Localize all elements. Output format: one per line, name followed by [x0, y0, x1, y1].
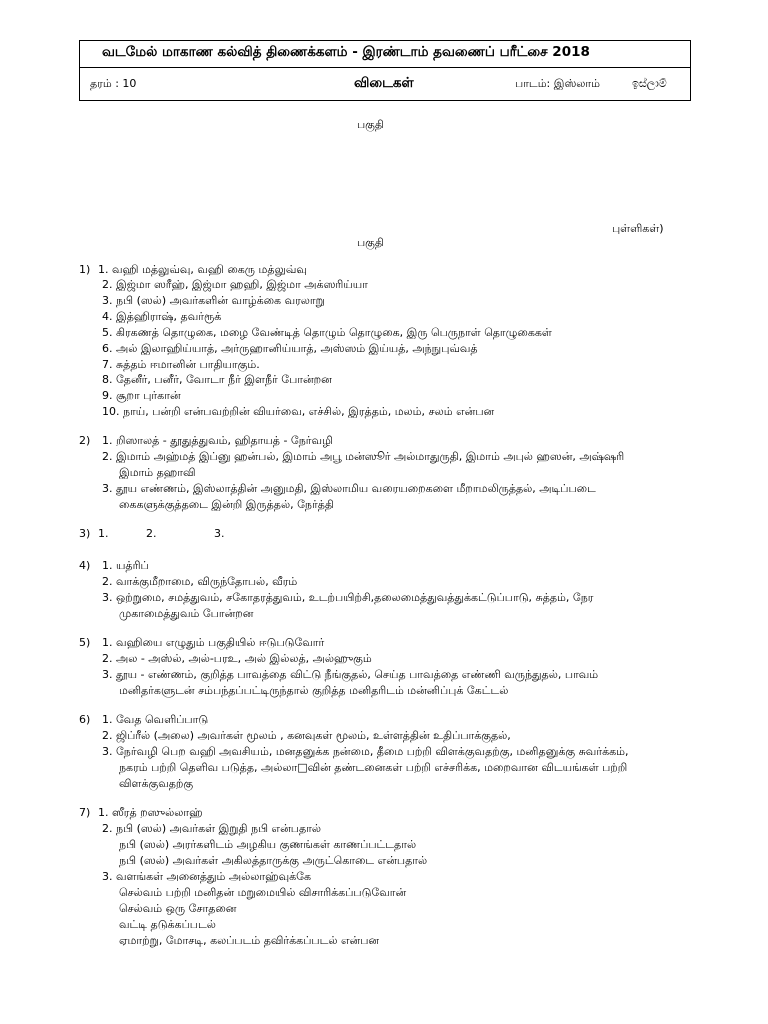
answer-4-3: 3. ஒற்றுமை, சமத்துவம், சகோதரத்துவம், உடற்பயிற்சி,தலைமைத்துவத்துக்கட்டுப்பாடு, சுத்தம், நேர	[102, 591, 594, 604]
answer-3-2: 2.	[146, 527, 157, 540]
answer-7-1: 1. ஸீரத் றஸுல்லாஹ்	[98, 806, 203, 819]
answer-6-3: 3. நேர்வழி பெற வஹி அவசியம், மனதனுக்க நன்மை, தீமை பற்றி விளக்குவதற்கு, மனிதனுக்கு சுவர்க்கம்,	[102, 745, 629, 758]
answer-4-2: 2. வாக்குமீறாமை, விருந்தோபல், வீரம்	[102, 575, 298, 588]
answer-1-5: 5. கிரகணத் தொழுகை, மழை வேண்டித் தொழும் தொழுகை, இரு பெருநாள் தொழுகைகள்	[102, 326, 552, 339]
answer-2-2: 2. இமாம் அஹ்மத் இப்னு ஹன்பல், இமாம் அபூ மன்ஸூர் அல்மாதுருதி, இமாம் அபுல் ஹஸன், அஷ்ஷரி	[102, 450, 625, 463]
answer-7-2-a: நபி (ஸல்) அரர்களிடம் அழகிய குணங்கள் காணப்பட்டதால்	[119, 838, 417, 851]
answer-6-1: 1. வேத வெளிப்பாடு	[102, 713, 209, 726]
answer-7-2: 2. நபி (ஸல்) அவர்கள் இறுதி நபி என்பதால்	[102, 822, 322, 835]
answer-2-1: 1. றிஸாலத் - தூதுத்துவம், ஹிதாயத் - நேர்வழி	[102, 434, 333, 447]
answer-1-6: 6. அல் இலாஹிய்யாத், அர்ருஹானிய்யாத், அஸ்ஸம் இய்யத், அந்நுபுவ்வத்	[102, 342, 478, 355]
question-number-4: 4)	[79, 559, 91, 572]
answer-2-3: 3. தூய எண்ணம், இஸ்லாத்தின் அனுமதி, இஸ்லாமிய வரையறைகளை மீறாமலிருத்தல், அடிப்படை	[102, 482, 596, 495]
answer-6-3-cont-1: நகரம் பற்றி தெளிவ படுத்த, அல்லா□வின் தண்டனைகள் பற்றி எச்சரிக்க, மறைவான விடயங்கள் பற்றி	[119, 761, 628, 774]
answer-2-2-cont: இமாம் தஹாவி	[119, 466, 196, 479]
question-number-5: 5)	[79, 636, 91, 649]
answer-6-3-cont-2: விளக்குவதற்கு	[119, 777, 194, 790]
answer-1-7: 7. சுத்தம் ஈமானின் பாதியாகும்.	[102, 358, 260, 371]
exam-title: வடமேல் மாகாண கல்வித் திணைக்களம் - இரண்டாம் தவணைப் பரீட்சை 2018	[102, 44, 590, 60]
answer-1-10: 10. நாய், பன்றி என்பவற்றின் வியர்வை, எச்சில், இரத்தம், மலம், சலம் என்பன	[102, 405, 495, 418]
answer-7-3-d: ஏமாற்று, மோசடி, கலப்படம் தவிர்க்கப்படல் என்பன	[119, 934, 380, 947]
answer-5-2: 2. அல - அஸ்ல், அல்-பரஉ, அல் இல்லத், அல்ஹுகும்	[102, 652, 372, 665]
answer-1-3: 3. நபி (ஸல்) அவர்களின் வாழ்க்கை வரலாறு	[102, 294, 325, 307]
answer-1-8: 8. தேனீர், பனீர், வோடா நீர் இளநீர் போன்றன	[102, 373, 332, 386]
subject-sinhala: ඉස්ලාම්	[632, 77, 667, 90]
grade-label: தரம் : 10	[90, 77, 137, 90]
answer-7-3-a: செல்வம் பற்றி மனிதன் மறுமையில் விசாரிக்கப்படுவோன்	[119, 886, 407, 899]
answer-7-3-c: வட்டி தடுக்கப்படல்	[119, 918, 216, 931]
question-number-1: 1)	[79, 263, 91, 276]
answer-4-3-cont: முகாமைத்துவம் போன்றன	[119, 607, 254, 620]
answer-1-2: 2. இஜ்மா ஸரீஹ், இஜ்மா ஹஹி, இஜ்மா அக்ஸரிய்யா	[102, 278, 368, 291]
answer-5-3-cont: மனிதர்களுடன் சம்பந்தப்பட்டிருந்தால் குறித்த மனிதரிடம் மன்னிப்புக் கேட்டல்	[119, 684, 509, 697]
answers-heading: விடைகள்	[354, 75, 414, 91]
question-number-2: 2)	[79, 434, 91, 447]
answer-1-1: 1. வஹி மத்லுவ்வு, வஹி கைரு மத்லுவ்வு	[98, 263, 307, 276]
answer-6-2: 2. ஜிப்ரீல் (அலை) அவர்கள் மூலம் , கனவுகள் மூலம், உள்ளத்தின் உதிப்பாக்குதல்,	[102, 729, 511, 742]
answer-7-3: 3. வளங்கள் அனைத்தும் அல்லாஹ்வுக்கே	[102, 870, 312, 883]
subject-label: பாடம்: இஸ்லாம்	[515, 77, 600, 90]
answer-7-2-b: நபி (ஸல்) அவர்கள் அகிலத்தாருக்கு அருட்கொடை என்பதால்	[119, 854, 428, 867]
answer-5-3: 3. தூய - எண்ணம், குறித்த பாவத்தை விட்டு நீங்குதல், செய்த பாவத்தை எண்ணி வருந்துதல், பாவம்	[102, 668, 599, 681]
answer-3-3: 3.	[214, 527, 225, 540]
question-number-7: 7)	[79, 806, 91, 819]
answer-7-3-b: செல்வம் ஒரு சோதனை	[119, 902, 237, 915]
answer-2-3-cont: கைகளுக்குத்தடை இன்றி இருத்தல், நேர்த்தி	[119, 498, 334, 511]
points-label: புள்ளிகள்)	[612, 222, 664, 235]
answer-3-1: 1.	[98, 527, 109, 540]
answer-1-9: 9. சூறா புர்கான்	[102, 389, 181, 402]
section-heading-2: பகுதி	[357, 236, 384, 249]
answer-1-4: 4. இத்ஹிராஷ், தவர்ரூக்	[102, 310, 222, 323]
question-number-6: 6)	[79, 713, 91, 726]
answer-4-1: 1. யத்ரிப்	[102, 559, 149, 572]
question-number-3: 3)	[79, 527, 91, 540]
section-heading-1: பகுதி	[357, 118, 384, 131]
answer-5-1: 1. வஹியை எழுதும் பகுதியில் ஈடுபடுவோர்	[102, 636, 325, 649]
